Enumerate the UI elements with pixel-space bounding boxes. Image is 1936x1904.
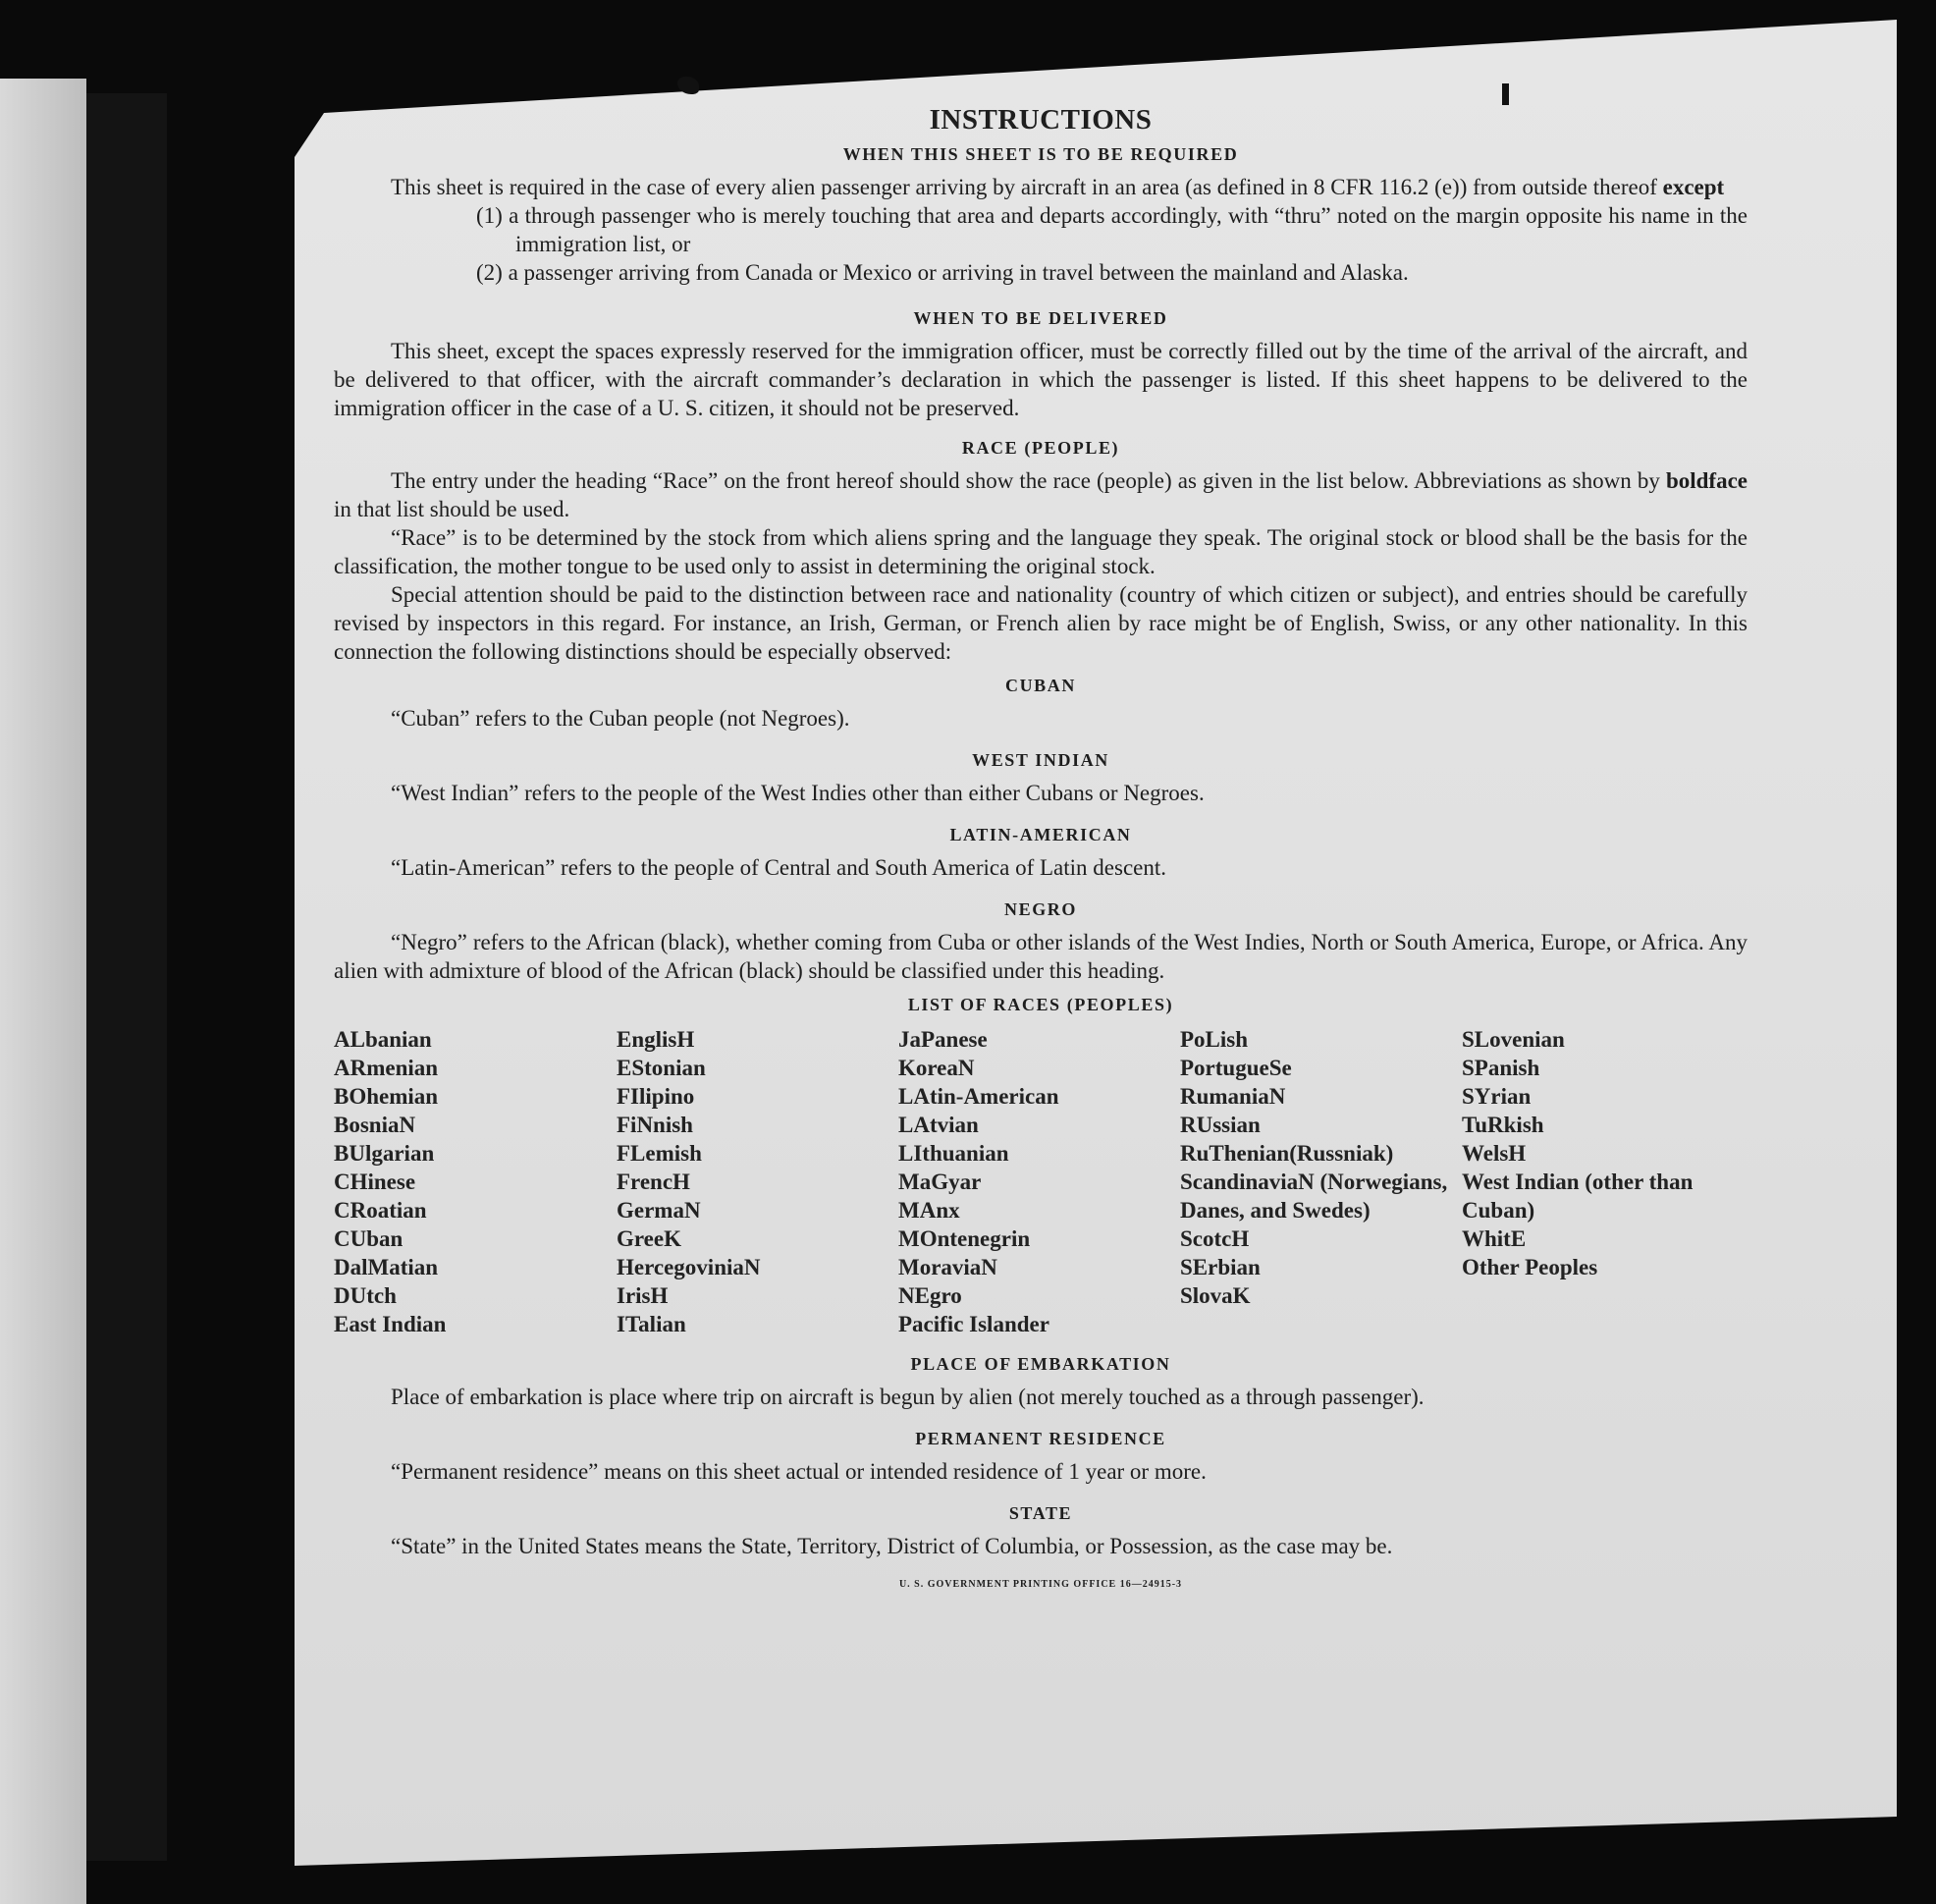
race-entry: SErbian — [1180, 1255, 1261, 1279]
race-column — [1462, 1025, 1744, 1338]
section-heading-required: WHEN THIS SHEET IS TO BE REQUIRED — [842, 144, 1239, 164]
required-item-1: (1) a through passenger who is merely touching that area and departs accordingly, with “thru” noted on the margin opposite his name in the immigration list, or — [476, 203, 1748, 256]
race-entry: CUban — [334, 1226, 403, 1251]
race-paragraph-2: “Race” is to be determined by the stock from which aliens spring and the language they speak. The original stock or blood shall be the basis for the classification, the mother tongue to be used only to assist in determining the original stock. — [334, 525, 1748, 578]
film-border — [86, 93, 167, 1861]
race-entry: ARmenian — [334, 1056, 439, 1080]
race-entry: East Indian — [334, 1312, 447, 1336]
section-heading-state: STATE — [1008, 1503, 1073, 1523]
race-entry: TuRkish — [1462, 1113, 1544, 1137]
race-entry: HercegoviniaN — [617, 1255, 761, 1279]
section-heading-negro: NEGRO — [1003, 899, 1077, 919]
race-entry: WelsH — [1462, 1141, 1527, 1166]
race-entry: MaGyar — [898, 1170, 982, 1194]
race-entry: NEgro — [898, 1283, 962, 1308]
race-entry: MAnx — [898, 1198, 960, 1223]
race-entry: LAtvian — [898, 1113, 979, 1137]
race-entry: ScotcH — [1180, 1226, 1250, 1251]
race-entry: FrencH — [617, 1170, 690, 1194]
race-entry: CRoatian — [334, 1198, 427, 1223]
section-heading-cuban: CUBAN — [1004, 676, 1076, 695]
west-indian-text: “West Indian” refers to the people of the West Indies other than either Cubans or Negroes. — [391, 781, 1205, 805]
race-entry: Pacific Islander — [898, 1312, 1049, 1336]
race-p1-end: in that list should be used. — [334, 497, 570, 521]
race-entry: SlovaK — [1180, 1283, 1251, 1308]
race-entry: JaPanese — [898, 1027, 988, 1052]
race-entry: GreeK — [617, 1226, 681, 1251]
race-entry: SPanish — [1462, 1056, 1540, 1080]
race-entry: SYrian — [1462, 1084, 1532, 1109]
race-paragraph-3: Special attention should be paid to the distinction between race and nationality (country of which citizen or subject), and entries should be carefully revised by inspectors in this regard. For instance, an Irish, German, or French alien by race might be of English, Swiss, or any other nationality. In this connection the following distinctions should be especially observed: — [334, 582, 1748, 664]
section-heading-west-indian: WEST INDIAN — [972, 750, 1109, 770]
race-entry: BOhemian — [334, 1084, 439, 1109]
races-list — [334, 1025, 1748, 1338]
race-entry: EStonian — [617, 1056, 706, 1080]
race-entry: RUssian — [1180, 1113, 1261, 1137]
race-column — [1180, 1025, 1462, 1338]
race-entry: DUtch — [334, 1283, 397, 1308]
section-heading-delivered: WHEN TO BE DELIVERED — [913, 308, 1168, 328]
race-column — [334, 1025, 617, 1338]
race-paragraph-1 — [334, 466, 1748, 523]
race-entry: RuThenian(Russniak) — [1180, 1141, 1394, 1166]
latin-american-text: “Latin-American” refers to the people of Central and South America of Latin descent. — [391, 855, 1166, 880]
required-item-2: (2) a passenger arriving from Canada or Mexico or arriving in travel between the mainland and Alaska. — [476, 260, 1409, 285]
section-heading-embarkation: PLACE OF EMBARKATION — [910, 1354, 1171, 1374]
race-entry: ALbanian — [334, 1027, 432, 1052]
state-text: “State” in the United States means the State, Territory, District of Columbia, or Possession, as the case may be. — [391, 1534, 1393, 1558]
section-heading-list: LIST OF RACES (PEOPLES) — [907, 995, 1174, 1014]
instructions-page — [334, 106, 1748, 1599]
ink-blot — [677, 77, 699, 94]
race-p1-bold: boldface — [1665, 468, 1748, 493]
race-column — [898, 1025, 1180, 1338]
race-entry: CHinese — [334, 1170, 416, 1194]
race-entry: PoLish — [1180, 1027, 1249, 1052]
required-intro-text: This sheet is required in the case of every alien passenger arriving by aircraft in an area (as defined in 8 CFR 116.2 (e)) from outside thereof — [391, 175, 1663, 199]
race-entry: SLovenian — [1462, 1027, 1565, 1052]
race-entry: GermaN — [617, 1198, 701, 1223]
race-entry: LIthuanian — [898, 1141, 1009, 1166]
race-entry: FiNnish — [617, 1113, 693, 1137]
race-entry: PortugueSe — [1180, 1056, 1292, 1080]
section-heading-race: RACE (PEOPLE) — [961, 438, 1120, 458]
race-entry: FIlipino — [617, 1084, 695, 1109]
race-entry: MOntenegrin — [898, 1226, 1031, 1251]
residence-text: “Permanent residence” means on this sheet actual or intended residence of 1 year or more. — [391, 1459, 1207, 1484]
race-entry: WhitE — [1462, 1226, 1527, 1251]
race-entry: EnglisH — [617, 1027, 695, 1052]
race-entry: West Indian (other than Cuban) — [1462, 1170, 1699, 1223]
page-title: INSTRUCTIONS — [929, 104, 1153, 136]
race-entry: ScandinaviaN (Norwegians, Danes, and Swedes) — [1180, 1170, 1453, 1223]
race-entry: KoreaN — [898, 1056, 975, 1080]
film-edge-left — [0, 79, 86, 1904]
race-entry: RumaniaN — [1180, 1084, 1286, 1109]
printing-office-footer: U. S. GOVERNMENT PRINTING OFFICE 16—24915-3 — [898, 1579, 1183, 1590]
section-heading-residence: PERMANENT RESIDENCE — [915, 1429, 1166, 1448]
delivered-text: This sheet, except the spaces expressly reserved for the immigration officer, must be correctly filled out by the time of the arrival of the aircraft, and be delivered to that officer, with the aircraft commander’s declaration in which the passenger is listed. If this sheet happens to be delivered to the immigration officer in the case of a U. S. citizen, it should not be preserved. — [334, 339, 1748, 420]
negro-text: “Negro” refers to the African (black), whether coming from Cuba or other islands of the West Indies, North or South America, Europe, or Africa. Any alien with admixture of blood of the African (black) should be classified under this heading. — [334, 930, 1748, 983]
race-entry: MoraviaN — [898, 1255, 997, 1279]
required-intro-bold: except — [1662, 175, 1725, 199]
race-column — [617, 1025, 898, 1338]
race-entry: ITalian — [617, 1312, 686, 1336]
race-p1-text: The entry under the heading “Race” on the front hereof should show the race (people) as given in the list below. Abbreviations as shown by — [391, 468, 1666, 493]
required-intro — [334, 173, 1748, 201]
race-entry: Other Peoples — [1462, 1255, 1598, 1279]
race-entry: BUlgarian — [334, 1141, 435, 1166]
race-entry: DalMatian — [334, 1255, 439, 1279]
section-heading-latin-american: LATIN-AMERICAN — [949, 825, 1132, 844]
race-entry: BosniaN — [334, 1113, 416, 1137]
ink-mark — [1502, 83, 1509, 105]
race-entry: FLemish — [617, 1141, 702, 1166]
race-entry: IrisH — [617, 1283, 669, 1308]
race-entry: LAtin-American — [898, 1084, 1059, 1109]
cuban-text: “Cuban” refers to the Cuban people (not Negroes). — [391, 706, 850, 731]
embarkation-text: Place of embarkation is place where trip on aircraft is begun by alien (not merely touched as a through passenger). — [391, 1385, 1425, 1409]
